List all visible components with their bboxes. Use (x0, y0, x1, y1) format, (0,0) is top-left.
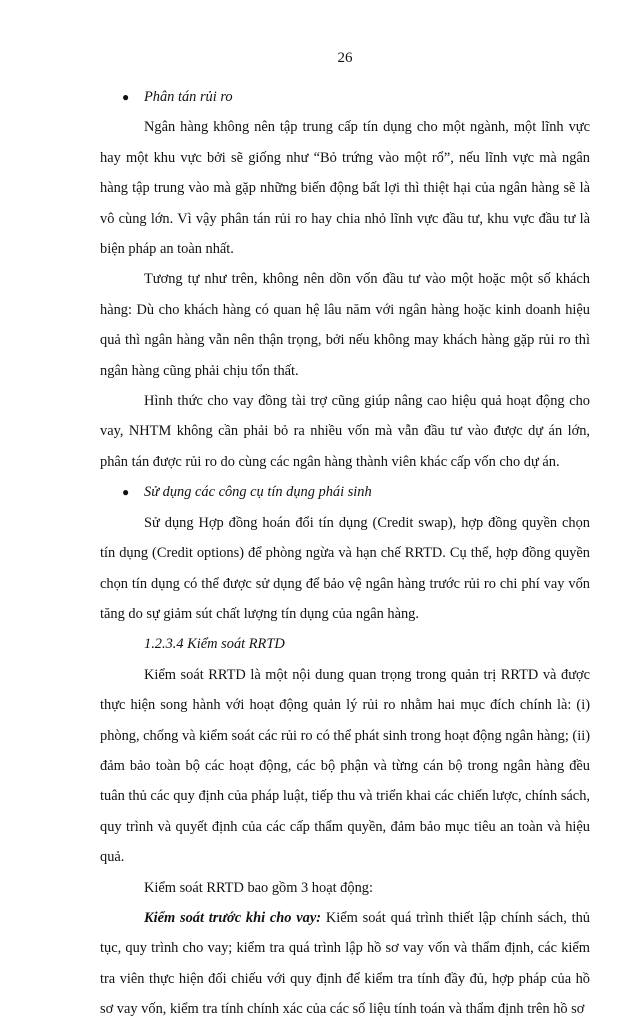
paragraph-sector-concentration: Ngân hàng không nên tập trung cấp tín dụng cho một ngành, một lĩnh vực hay một khu vực bởi sẽ giống như “Bỏ trứng vào một rổ”, nếu lĩnh vực mà ngân hàng tập trung vào mà gặp những biến động bất lợi thì thiệt hại của ngân hàng sẽ là vô cùng lớn. Vì vậy phân tán rủi ro hay chia nhỏ lĩnh vực đầu tư, khu vực đầu tư là biện pháp an toàn nhất. (100, 119, 590, 258)
paragraph-control-purpose: Kiểm soát RRTD là một nội dung quan trọng trong quản trị RRTD và được thực hiện song hành với hoạt động quản lý rủi ro nhằm hai mục đích chính là: (i) phòng, chống và kiểm soát các rủi ro có thể phát sinh trong hoạt động ngân hàng; (ii) đảm bảo toàn bộ các hoạt động, các bộ phận và từng cán bộ trong ngân hàng đều tuân thủ các quy định của pháp luật, tiếp thu và triển khai các chiến lược, chính sách, quy trình và quyết định của các cấp thẩm quyền, đảm bảo mục tiêu an toàn và hiệu quả. (100, 666, 590, 866)
page-number: 26 (337, 50, 353, 66)
paragraph-customer-concentration: Tương tự như trên, không nên dồn vốn đầu tư vào một hoặc một số khách hàng: Dù cho khách hàng có quan hệ lâu năm với ngân hàng hoặc kinh doanh hiệu quả thì ngân hàng vẫn nên thận trọng, bởi nếu không may khách hàng gặp rủi ro thì ngân hàng cũng phải chịu tổn thất. (100, 271, 590, 379)
bullet-heading-credit-derivatives (100, 477, 590, 507)
paragraph-control-activities-intro: Kiểm soát RRTD bao gồm 3 hoạt động: (144, 879, 373, 896)
bullet-dot-icon: ● (122, 90, 130, 104)
paragraph-credit-swap-options: Sử dụng Hợp đồng hoán đổi tín dụng (Credit swap), hợp đồng quyền chọn tín dụng (Credit options) để phòng ngừa và hạn chế RRTD. Cụ thể, hợp đồng quyền chọn tín dụng có thể được sử dụng để bảo vệ ngân hàng trước rủi ro chi phí vay vốn tăng do sự giảm sút chất lượng tín dụng của ngân hàng. (100, 514, 590, 622)
bullet-text: Sử dụng các công cụ tín dụng phái sinh (144, 484, 372, 501)
pre-lending-control-text: Kiểm soát quá trình thiết lập chính sách, thủ tục, quy trình cho vay; kiểm tra quá trình lập hồ sơ vay vốn và thẩm định, các kiểm tra viên thực hiện đối chiếu với quy định để kiểm tra tính đầy đủ, hợp pháp của hồ sơ vay vốn, kiểm tra tính chính xác của các số liệu tính toán và thẩm định trên hồ sơ (100, 909, 590, 1018)
bullet-dot-icon: ● (122, 485, 130, 500)
paragraph-pre-lending-control (100, 903, 590, 1025)
pre-lending-control-label: Kiểm soát trước khi cho vay: (144, 909, 322, 926)
paragraph-syndicated-lending: Hình thức cho vay đồng tài trợ cũng giúp nâng cao hiệu quả hoạt động cho vay, NHTM không cần phải bỏ ra nhiều vốn mà vẫn đầu tư vào được dự án lớn, phân tán được rủi ro do cùng các ngân hàng thành viên khác cấp vốn cho dự án. (100, 393, 590, 470)
section-heading-credit-risk-control: 1.2.3.4 Kiểm soát RRTD (144, 636, 285, 653)
bullet-heading-risk-diversification (100, 82, 590, 112)
bullet-text: Phân tán rủi ro (144, 89, 233, 105)
